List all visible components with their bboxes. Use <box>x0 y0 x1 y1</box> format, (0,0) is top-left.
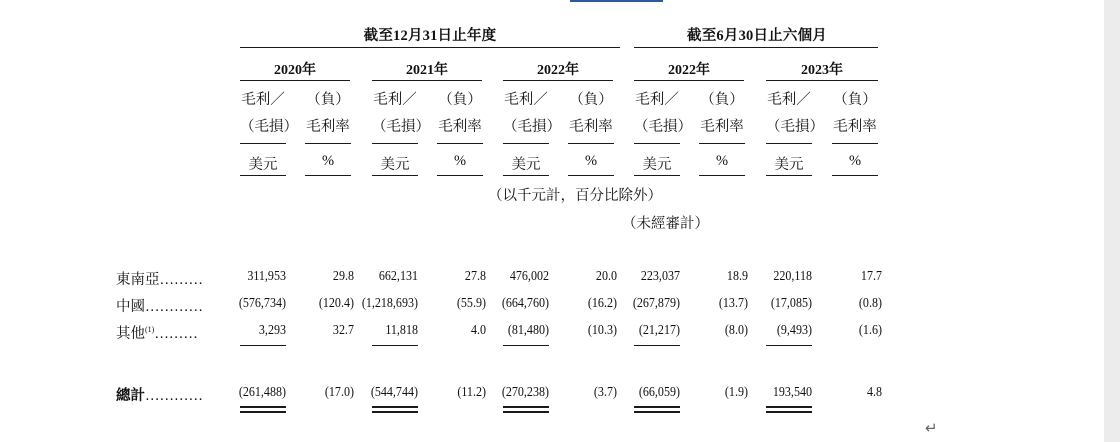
unit-percent: % <box>715 153 729 169</box>
cell-value: 193,540 <box>772 385 812 400</box>
unit-rule <box>766 175 812 176</box>
col-rule <box>766 143 812 144</box>
unit-rule <box>634 175 680 176</box>
cell-value: 3,293 <box>258 323 286 338</box>
cell-value: (1.9) <box>724 385 748 400</box>
total-double-rule <box>240 411 286 413</box>
cell-value: (1,218,693) <box>361 296 418 311</box>
unit-usd: 美元 <box>774 157 804 173</box>
six-month-header: 截至6月30日止六個月 <box>687 28 827 44</box>
cell-value: (55.9) <box>456 296 486 311</box>
col-rule <box>305 143 351 144</box>
cell-value: (8.0) <box>724 323 748 338</box>
cell-value: (267,879) <box>632 296 680 311</box>
unit-rule <box>305 175 351 176</box>
fiscal-year-header: 截至12月31日止年度 <box>363 28 497 44</box>
cell-value: 4.8 <box>866 385 882 400</box>
cell-value: 4.0 <box>470 323 486 338</box>
total-double-rule <box>240 406 286 408</box>
cell-value: (17.0) <box>324 385 354 400</box>
subtotal-rule <box>240 345 286 346</box>
unit-usd: 美元 <box>380 157 410 173</box>
cell-value: 662,131 <box>378 269 418 284</box>
cell-value: 220,118 <box>773 269 812 284</box>
note-unaudited: （未經審計） <box>622 216 709 232</box>
cell-value: 32.7 <box>332 323 354 338</box>
col-header-margin-2022-fy: （負） 毛利率 <box>569 92 613 135</box>
total-double-rule <box>634 406 680 408</box>
cell-value: 311,953 <box>247 269 286 284</box>
unit-usd: 美元 <box>248 157 278 173</box>
cell-value: 223,037 <box>640 269 680 284</box>
col-header-gross-profit-2021: 毛利／ （毛損） <box>372 92 430 135</box>
col-rule <box>832 143 878 144</box>
col-rule <box>240 143 286 144</box>
selection-indicator <box>570 0 663 2</box>
cell-value: (11.2) <box>457 385 486 400</box>
cell-value: 18.9 <box>726 269 748 284</box>
cell-value: (13.7) <box>718 296 748 311</box>
total-double-rule <box>766 411 812 413</box>
year-header-2022-h1: 2022年 <box>668 63 710 78</box>
cell-value: (576,734) <box>238 296 286 311</box>
unit-percent: % <box>453 153 467 169</box>
col-header-margin-2023-h1: （負） 毛利率 <box>833 92 877 135</box>
year-header-2021: 2021年 <box>406 63 448 78</box>
total-double-rule <box>372 411 418 413</box>
paragraph-mark-icon: ↵ <box>925 419 938 437</box>
note-thousands: （以千元計，百分比除外） <box>488 188 662 204</box>
cell-value: (3.7) <box>593 385 617 400</box>
cell-value: (544,744) <box>370 385 418 400</box>
row-label-southeast-asia: 東南亞……… <box>116 272 203 288</box>
unit-percent: % <box>321 153 335 169</box>
six-month-header-rule <box>634 47 878 48</box>
year-rule-2020 <box>240 80 350 81</box>
fiscal-year-header-rule <box>240 47 620 48</box>
unit-rule <box>437 175 483 176</box>
cell-value: (9,493) <box>776 323 812 338</box>
cell-value: (21,217) <box>638 323 680 338</box>
col-header-gross-profit-2022-h1: 毛利／ （毛損） <box>634 92 692 135</box>
unit-rule <box>568 175 614 176</box>
row-label-china: 中國………… <box>116 299 203 315</box>
subtotal-rule <box>503 345 549 346</box>
unit-usd: 美元 <box>511 157 541 173</box>
col-rule <box>699 143 745 144</box>
cell-value: (120.4) <box>318 296 354 311</box>
unit-rule <box>372 175 418 176</box>
unit-percent: % <box>584 153 598 169</box>
cell-value: (270,238) <box>501 385 549 400</box>
col-header-gross-profit-2020: 毛利／ （毛損） <box>240 92 298 135</box>
unit-usd: 美元 <box>642 157 672 173</box>
year-rule-2022-h1 <box>634 80 744 81</box>
col-rule <box>503 143 549 144</box>
cell-value: (1.6) <box>858 323 882 338</box>
unit-rule <box>240 175 286 176</box>
unit-rule <box>832 175 878 176</box>
col-header-margin-2020: （負） 毛利率 <box>306 92 350 135</box>
row-label-total: 總計………… <box>116 388 203 404</box>
total-double-rule <box>372 406 418 408</box>
col-header-gross-profit-2022-fy: 毛利／ （毛損） <box>503 92 561 135</box>
scrollbar-track[interactable] <box>1104 0 1120 442</box>
cell-value: (17,085) <box>770 296 812 311</box>
cell-value: 20.0 <box>595 269 617 284</box>
year-rule-2023-h1 <box>766 80 878 81</box>
col-rule <box>372 143 418 144</box>
cell-value: (66,059) <box>638 385 680 400</box>
year-rule-2021 <box>372 80 482 81</box>
cell-value: 476,002 <box>509 269 549 284</box>
subtotal-rule <box>766 345 812 346</box>
subtotal-rule <box>372 345 418 346</box>
total-double-rule <box>634 411 680 413</box>
cell-value: (0.8) <box>858 296 882 311</box>
cell-value: 17.7 <box>860 269 882 284</box>
cell-value: (261,488) <box>238 385 286 400</box>
cell-value: (16.2) <box>587 296 617 311</box>
col-header-margin-2021: （負） 毛利率 <box>438 92 482 135</box>
unit-rule <box>503 175 549 176</box>
total-double-rule <box>503 406 549 408</box>
cell-value: 27.8 <box>464 269 486 284</box>
col-rule <box>437 143 483 144</box>
year-header-2022-fy: 2022年 <box>537 63 579 78</box>
year-header-2020: 2020年 <box>274 63 316 78</box>
cell-value: (664,760) <box>501 296 549 311</box>
unit-rule <box>699 175 745 176</box>
col-rule <box>568 143 614 144</box>
cell-value: 11,818 <box>385 323 418 338</box>
total-double-rule <box>503 411 549 413</box>
col-rule <box>634 143 680 144</box>
cell-value: (10.3) <box>587 323 617 338</box>
cell-value: 29.8 <box>332 269 354 284</box>
unit-percent: % <box>848 153 862 169</box>
year-rule-2022-fy <box>503 80 613 81</box>
col-header-gross-profit-2023-h1: 毛利／ （毛損） <box>766 92 824 135</box>
col-header-margin-2022-h1: （負） 毛利率 <box>700 92 744 135</box>
subtotal-rule <box>634 345 680 346</box>
row-label-others: 其他$^{(1)}$……… <box>116 325 198 342</box>
year-header-2023-h1: 2023年 <box>801 63 843 78</box>
total-double-rule <box>766 406 812 408</box>
cell-value: (81,480) <box>507 323 549 338</box>
